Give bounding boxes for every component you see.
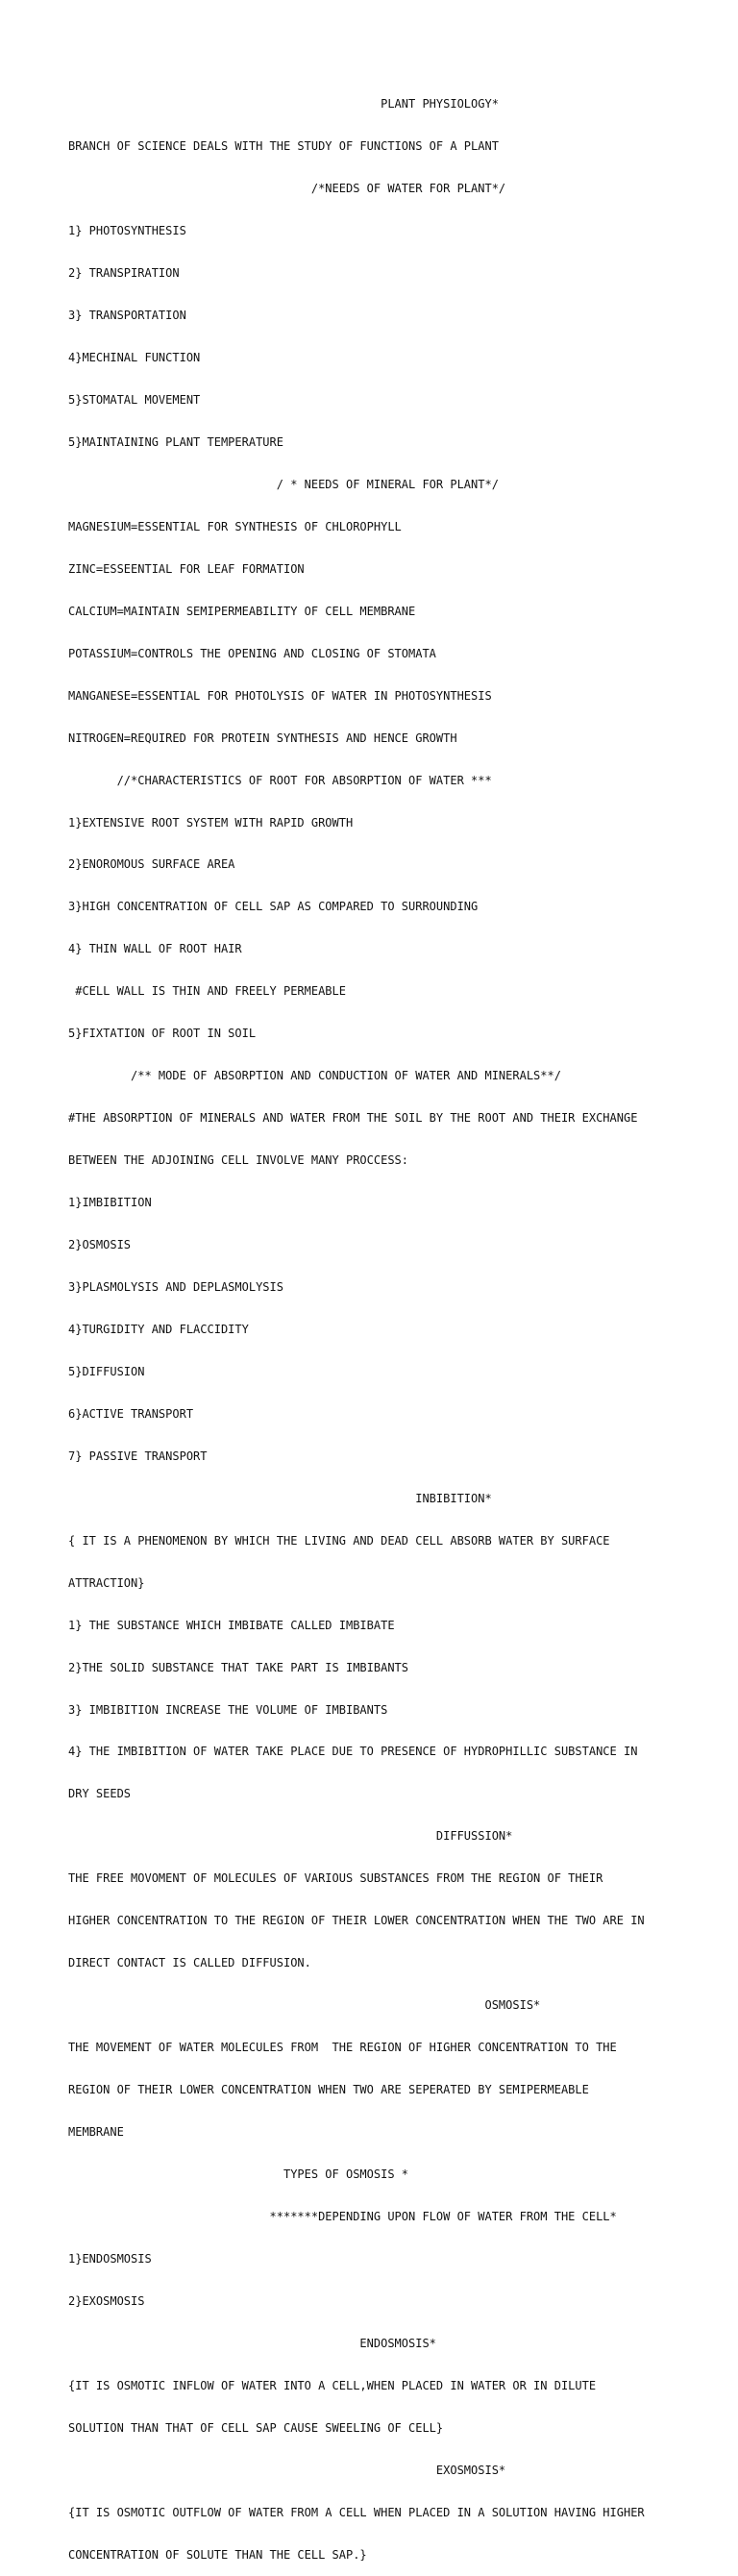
list-item: 3}HIGH CONCENTRATION OF CELL SAP AS COMPARED TO SURROUNDING: [68, 900, 479, 914]
list-item: 4} THE IMBIBITION OF WATER TAKE PLACE DUE TO PRESENCE OF HYDROPHILLIC SUBSTANCE IN: [68, 1745, 638, 1759]
list-item: 2}ENOROMOUS SURFACE AREA: [68, 857, 235, 872]
list-item: 5}STOMATAL MOVEMENT: [68, 392, 201, 407]
section-heading-mode-of-absorption: /** MODE OF ABSORPTION AND CONDUCTION OF WATER AND MINERALS**/: [68, 1069, 561, 1083]
text-line: {IT IS OSMOTIC OUTFLOW OF WATER FROM A CELL WHEN PLACED IN A SOLUTION HAVING HIGHER: [68, 2505, 645, 2519]
section-heading-imbibition: INBIBITION*: [68, 1491, 492, 1505]
list-item: 1}IMBIBITION: [68, 1196, 152, 1210]
list-item: 2}EXOSMOSIS: [68, 2293, 145, 2308]
list-item: 4} THIN WALL OF ROOT HAIR: [68, 942, 242, 956]
text-line: DIRECT CONTACT IS CALLED DIFFUSION.: [68, 1956, 311, 1970]
text-line: POTASSIUM=CONTROLS THE OPENING AND CLOSING OF STOMATA: [68, 646, 436, 660]
list-item: 6}ACTIVE TRANSPORT: [68, 1406, 194, 1421]
text-line: CALCIUM=MAINTAIN SEMIPERMEABILITY OF CELL MEMBRANE: [68, 604, 416, 618]
list-item: 2} TRANSPIRATION: [68, 266, 180, 281]
text-line: MAGNESIUM=ESSENTIAL FOR SYNTHESIS OF CHLOROPHYLL: [68, 519, 402, 533]
text-line: ATTRACTION}: [68, 1575, 145, 1590]
list-item: 5}DIFFUSION: [68, 1364, 145, 1378]
text-line: #THE ABSORPTION OF MINERALS AND WATER FROM THE SOIL BY THE ROOT AND THEIR EXCHANGE: [68, 1111, 638, 1126]
text-line: ZINC=ESSEENTIAL FOR LEAF FORMATION: [68, 561, 305, 576]
text-line: MANGANESE=ESSENTIAL FOR PHOTOLYSIS OF WATER IN PHOTOSYNTHESIS: [68, 688, 492, 703]
section-heading-needs-of-mineral: / * NEEDS OF MINERAL FOR PLANT*/: [68, 477, 499, 491]
list-item: 3} TRANSPORTATION: [68, 309, 186, 323]
section-heading-osmosis: OSMOSIS*: [68, 1998, 541, 2013]
text-line: MEMBRANE: [68, 2125, 124, 2140]
section-heading-diffusion: DIFFUSSION*: [68, 1829, 513, 1844]
list-item: 3} IMBIBITION INCREASE THE VOLUME OF IMBIBANTS: [68, 1702, 388, 1717]
list-item: 1}ENDOSMOSIS: [68, 2251, 152, 2266]
list-item: 4}MECHINAL FUNCTION: [68, 351, 201, 365]
text-line: SOLUTION THAN THAT OF CELL SAP CAUSE SWEELING OF CELL}: [68, 2420, 444, 2435]
section-heading-needs-of-water: /*NEEDS OF WATER FOR PLANT*/: [68, 182, 506, 196]
text-line: THE FREE MOVOMENT OF MOLECULES OF VARIOUS SUBSTANCES FROM THE REGION OF THEIR: [68, 1871, 603, 1886]
section-heading-endosmosis: ENDOSMOSIS*: [68, 2336, 436, 2350]
subheading-flow-of-water: *******DEPENDING UPON FLOW OF WATER FROM THE CELL*: [68, 2209, 617, 2223]
list-item: 4}TURGIDITY AND FLACCIDITY: [68, 1322, 249, 1336]
list-item: 5}MAINTAINING PLANT TEMPERATURE: [68, 434, 283, 449]
section-heading-types-of-osmosis: TYPES OF OSMOSIS *: [68, 2167, 409, 2182]
text-line: BETWEEN THE ADJOINING CELL INVOLVE MANY PROCCESS:: [68, 1153, 409, 1168]
section-heading-root-characteristics: //*CHARACTERISTICS OF ROOT FOR ABSORPTION OF WATER ***: [68, 773, 492, 787]
text-line: CONCENTRATION OF SOLUTE THAN THE CELL SAP.}: [68, 2547, 367, 2562]
list-item: 7} PASSIVE TRANSPORT: [68, 1449, 208, 1463]
list-item: 1} PHOTOSYNTHESIS: [68, 224, 186, 238]
section-heading-exosmosis: EXOSMOSIS*: [68, 2463, 506, 2477]
text-line: NITROGEN=REQUIRED FOR PROTEIN SYNTHESIS AND HENCE GROWTH: [68, 731, 457, 745]
list-item: 2}OSMOSIS: [68, 1238, 132, 1252]
text-line: HIGHER CONCENTRATION TO THE REGION OF THEIR LOWER CONCENTRATION WHEN THE TWO ARE IN: [68, 1914, 645, 1928]
document-body: [68, 69, 683, 2576]
text-line: DRY SEEDS: [68, 1787, 132, 1801]
text-line: {IT IS OSMOTIC INFLOW OF WATER INTO A CELL,WHEN PLACED IN WATER OR IN DILUTE: [68, 2378, 597, 2392]
list-item: 1}EXTENSIVE ROOT SYSTEM WITH RAPID GROWTH: [68, 815, 354, 830]
text-line: THE MOVEMENT OF WATER MOLECULES FROM THE REGION OF HIGHER CONCENTRATION TO THE: [68, 2041, 617, 2055]
list-item: 1} THE SUBSTANCE WHICH IMBIBATE CALLED IMBIBATE: [68, 1618, 395, 1632]
page-title: PLANT PHYSIOLOGY*: [68, 97, 499, 111]
definition-line: BRANCH OF SCIENCE DEALS WITH THE STUDY OF FUNCTIONS OF A PLANT: [68, 139, 499, 154]
list-item: 3}PLASMOLYSIS AND DEPLASMOLYSIS: [68, 1280, 283, 1294]
text-line: #CELL WALL IS THIN AND FREELY PERMEABLE: [68, 984, 346, 999]
text-line: { IT IS A PHENOMENON BY WHICH THE LIVING AND DEAD CELL ABSORB WATER BY SURFACE: [68, 1533, 610, 1548]
text-line: REGION OF THEIR LOWER CONCENTRATION WHEN TWO ARE SEPERATED BY SEMIPERMEABLE: [68, 2083, 589, 2097]
list-item: 2}THE SOLID SUBSTANCE THAT TAKE PART IS IMBIBANTS: [68, 1660, 409, 1674]
list-item: 5}FIXTATION OF ROOT IN SOIL: [68, 1027, 257, 1041]
